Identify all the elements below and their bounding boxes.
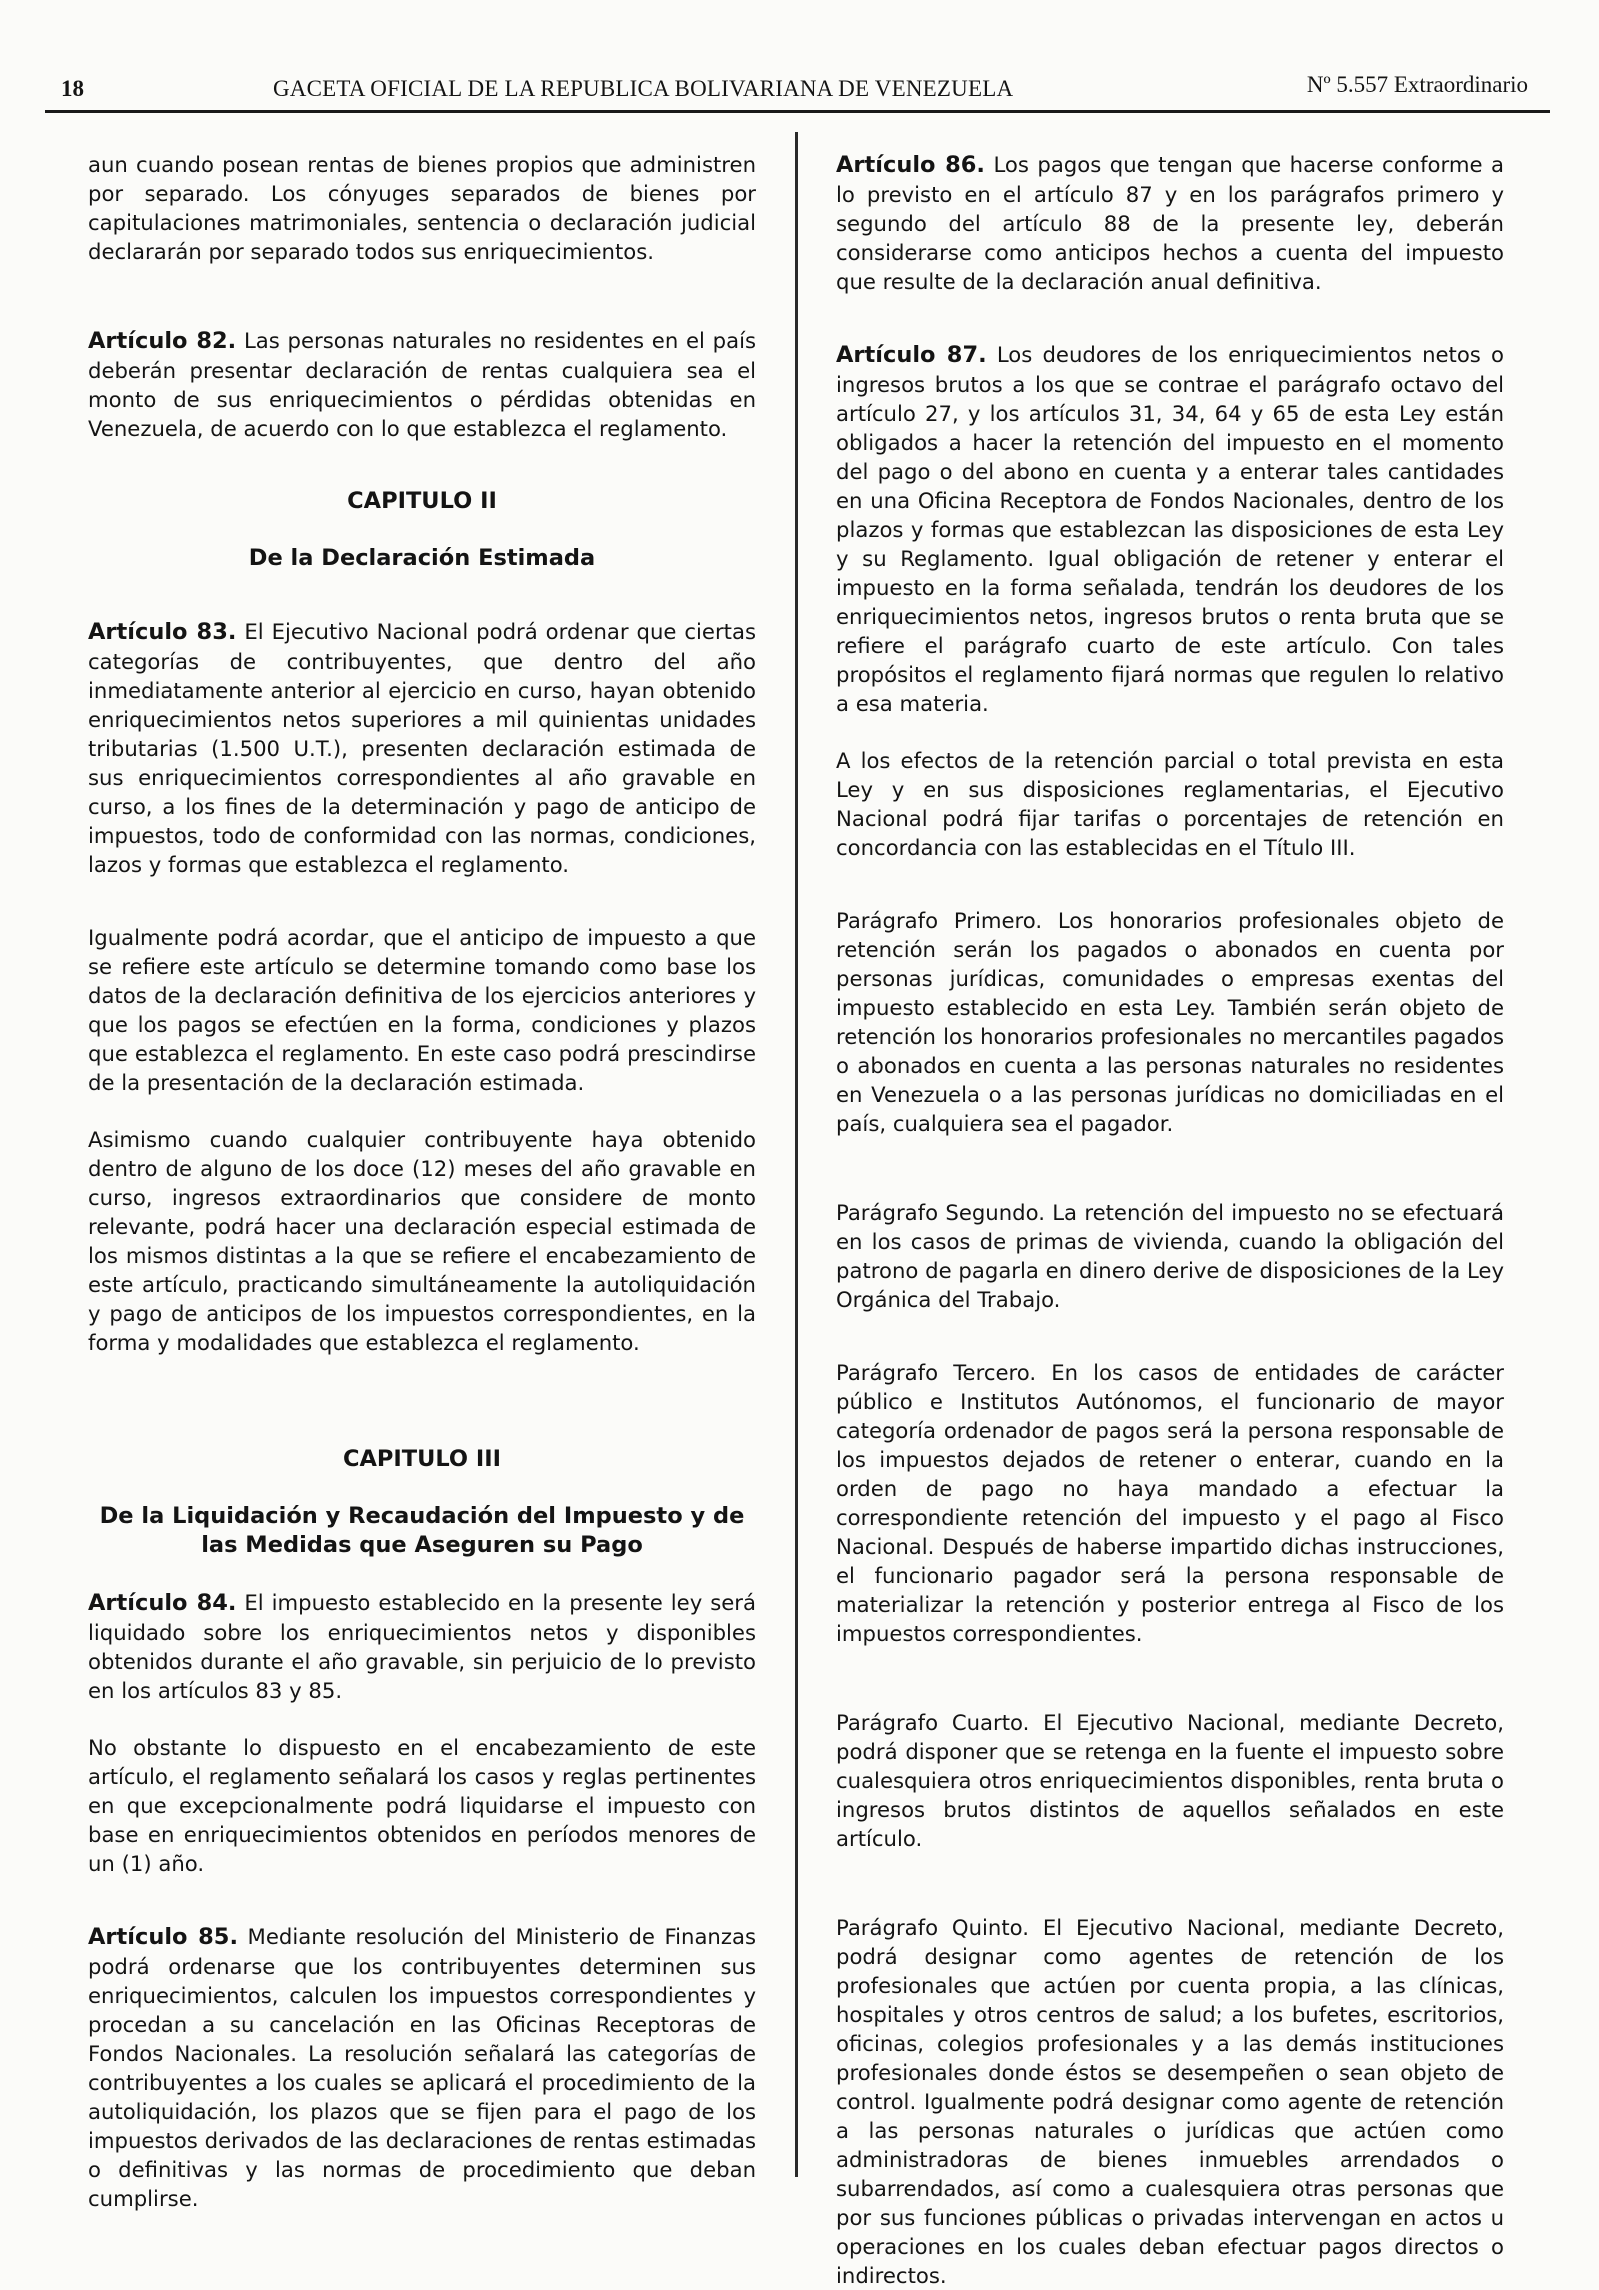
article-85 xyxy=(88,1922,756,2213)
article-87 xyxy=(836,340,1504,718)
article-label: Artículo 84. xyxy=(88,1590,237,1616)
left-column xyxy=(88,150,756,2213)
gazette-title: GACETA OFICIAL DE LA REPUBLICA BOLIVARIANA DE VENEZUELA xyxy=(273,76,1014,101)
paragrafo-cuarto: Parágrafo Cuarto. El Ejecutivo Nacional, mediante Decreto, podrá disponer que se retenga en la fuente el impuesto sobre cualesquiera otros enriquecimientos disponibles, renta bruta o ingresos brutos distintos de aquellos señalados en este artículo. xyxy=(836,1710,1504,1851)
paragraph: Igualmente podrá acordar, que el anticipo de impuesto a que se refiere este artículo se determine tomando como base los datos de la declaración definitiva de los ejercicios anteriores y que los pagos se efectúen en la forma, condiciones y plazos que establezca el reglamento. En este caso podrá prescindirse de la presentación de la declaración estimada. xyxy=(88,925,756,1095)
article-label: Artículo 83. xyxy=(88,619,237,645)
paragrafo-quinto: Parágrafo Quinto. El Ejecutivo Nacional, mediante Decreto, podrá designar como agentes de retención de los profesionales que actúen por cuenta propia, a las clínicas, hospitales y otros centros de salud; a los bufetes, escritorios, oficinas, colegios profesionales y a las demás instituciones profesionales donde éstos se desempeñen o sean objeto de control. Igualmente podrá designar como agente de retención a las personas naturales o jurídicas que actúen como administradoras de bienes inmuebles arrendados o subarrendados, así como a cualesquiera otras personas que por sus funciones públicas o privadas intervengan en actos u operaciones en los cuales deban efectuar pagos directos o indirectos. xyxy=(836,1915,1504,2288)
paragraph: No obstante lo dispuesto en el encabezamiento de este artículo, el reglamento señalará los casos y reglas pertinentes en que excepcionalmente podrá liquidarse el impuesto con base en enriquecimientos obtenidos en períodos menores de un (1) año. xyxy=(88,1735,756,1876)
article-label: Artículo 87. xyxy=(836,342,987,368)
chapter-subtitle: De la Declaración Estimada xyxy=(248,545,596,571)
article-82 xyxy=(88,326,756,443)
article-text: Los pagos que tengan que hacerse conforme a lo previsto en el artículo 87 y en los parágrafos primero y segundo del artículo 88 de la presente ley, deberán considerarse como anticipos hechos a cuenta del impuesto que resulte de la declaración anual definitiva. xyxy=(836,152,1504,294)
paragraph: Asimismo cuando cualquier contribuyente haya obtenido dentro de alguno de los doce (12) meses del año gravable en curso, ingresos extraordinarios que considere de monto relevante, podrá hacer una declaración especial estimada de los mismos distintas a la que se refiere el encabezamiento de este artículo, practicando simultáneamente la autoliquidación y pago de anticipos de los impuestos correspondientes, en la forma y modalidades que establezca el reglamento. xyxy=(88,1127,756,1355)
page-number: 18 xyxy=(61,76,84,101)
chapter-title: CAPITULO II xyxy=(347,488,497,514)
article-label: Artículo 85. xyxy=(88,1924,239,1950)
article-text: Los deudores de los enriquecimientos netos o ingresos brutos a los que se contrae el parágrafo octavo del artículo 27, y los artículos 31, 34, 64 y 65 de esta Ley están obligados a hacer la retención del impuesto en el momento del pago o del abono en cuenta y a enterar tales cantidades en una Oficina Receptora de Fondos Nacionales, dentro de los plazos y formas que establezcan las disposiciones de esta Ley y su Reglamento. Igual obligación de retener y enterar el impuesto en la forma señalada, tendrán los deudores de los enriquecimientos netos, ingresos brutos o renta bruta que se refiere el parágrafo cuarto de este artículo. Con tales propósitos el reglamento fijará normas que regulen lo relativo a esa materia. xyxy=(836,342,1504,716)
article-text: El impuesto establecido en la presente ley será liquidado sobre los enriquecimientos netos y disponibles obtenidos durante el año gravable, sin perjuicio de lo previsto en los artículos 83 y 85. xyxy=(88,1590,756,1703)
column-divider xyxy=(795,132,798,2177)
article-text: Las personas naturales no residentes en el país deberán presentar declaración de rentas cualquiera sea el monto de sus enriquecimientos o pérdidas obtenidas en Venezuela, de acuerdo con lo que establezca el reglamento. xyxy=(88,328,756,441)
chapter-title: CAPITULO III xyxy=(342,1446,502,1472)
paragrafo-primero: Parágrafo Primero. Los honorarios profesionales objeto de retención serán los pagados o abonados en cuenta por personas jurídicas, comunidades o empresas exentas del impuesto establecido en esta Ley. También serán objeto de retención los honorarios profesionales no mercantiles pagados o abonados en cuenta a las personas naturales no residentes en Venezuela o a las personas jurídicas no domiciliadas en el país, cualquiera sea el pagador. xyxy=(836,908,1504,1136)
paragraph: aun cuando posean rentas de bienes propios que administren por separado. Los cónyuges separados de bienes por capitulaciones matrimoniales, sentencia o declaración judicial declararán por separado todos sus enriquecimientos. xyxy=(88,152,756,264)
paragrafo-tercero: Parágrafo Tercero. En los casos de entidades de carácter público e Institutos Autónomos, el funcionario de mayor categoría ordenador de pagos será la persona responsable de los impuestos dejados de retener o enterar, cuando en la orden de pago no haya mandado a efectuar la correspondiente retención del impuesto y el pago al Fisco Nacional. Después de haberse impartido dichas instrucciones, el funcionario pagador será la persona responsable de materializar la retención y posterior entrega al Fisco de los impuestos correspondientes. xyxy=(836,1360,1504,1646)
article-label: Artículo 86. xyxy=(836,152,985,178)
article-text: El Ejecutivo Nacional podrá ordenar que ciertas categorías de contribuyentes, que dentro del año inmediatamente anterior al ejercicio en curso, hayan obtenido enriquecimientos netos superiores a mil quinientas unidades tributarias (1.500 U.T.), presenten declaración estimada de sus enriquecimientos correspondientes al año gravable en curso, a los fines de la determinación y pago de anticipo de impuestos, todo de conformidad con las normas, condiciones, lazos y formas que establezca el reglamento. xyxy=(88,619,756,877)
article-text: Mediante resolución del Ministerio de Finanzas podrá ordenarse que los contribuyentes determinen sus enriquecimientos, calculen los impuestos correspondientes y procedan a su cancelación en las Oficinas Receptoras de Fondos Nacionales. La resolución señalará las categorías de contribuyentes a los cuales se aplicará el procedimiento de la autoliquidación, los plazos que se fijen para el pago de los impuestos derivados de las declaraciones de rentas estimadas o definitivas y las normas de procedimiento que deban cumplirse. xyxy=(88,1924,756,2211)
paragraph: A los efectos de la retención parcial o total prevista en esta Ley y en sus disposiciones reglamentarias, el Ejecutivo Nacional podrá fijar tarifas o porcentajes de retención en concordancia con las establecidas en el Título III. xyxy=(836,748,1504,860)
article-84 xyxy=(88,1588,756,1705)
paragrafo-segundo: Parágrafo Segundo. La retención del impuesto no se efectuará en los casos de primas de vivienda, cuando la obligación del patrono de pagarla en dinero derive de disposiciones de la Ley Orgánica del Trabajo. xyxy=(836,1200,1504,1312)
article-83 xyxy=(88,617,756,879)
article-86 xyxy=(836,150,1504,296)
chapter-subtitle: De la Liquidación y Recaudación del Impuesto y de las Medidas que Aseguren su Pago xyxy=(99,1503,745,1558)
right-column xyxy=(836,150,1504,2290)
article-label: Artículo 82. xyxy=(88,328,237,354)
edition-number: Nº 5.557 Extraordinario xyxy=(1306,72,1528,97)
page-header xyxy=(45,70,1550,113)
